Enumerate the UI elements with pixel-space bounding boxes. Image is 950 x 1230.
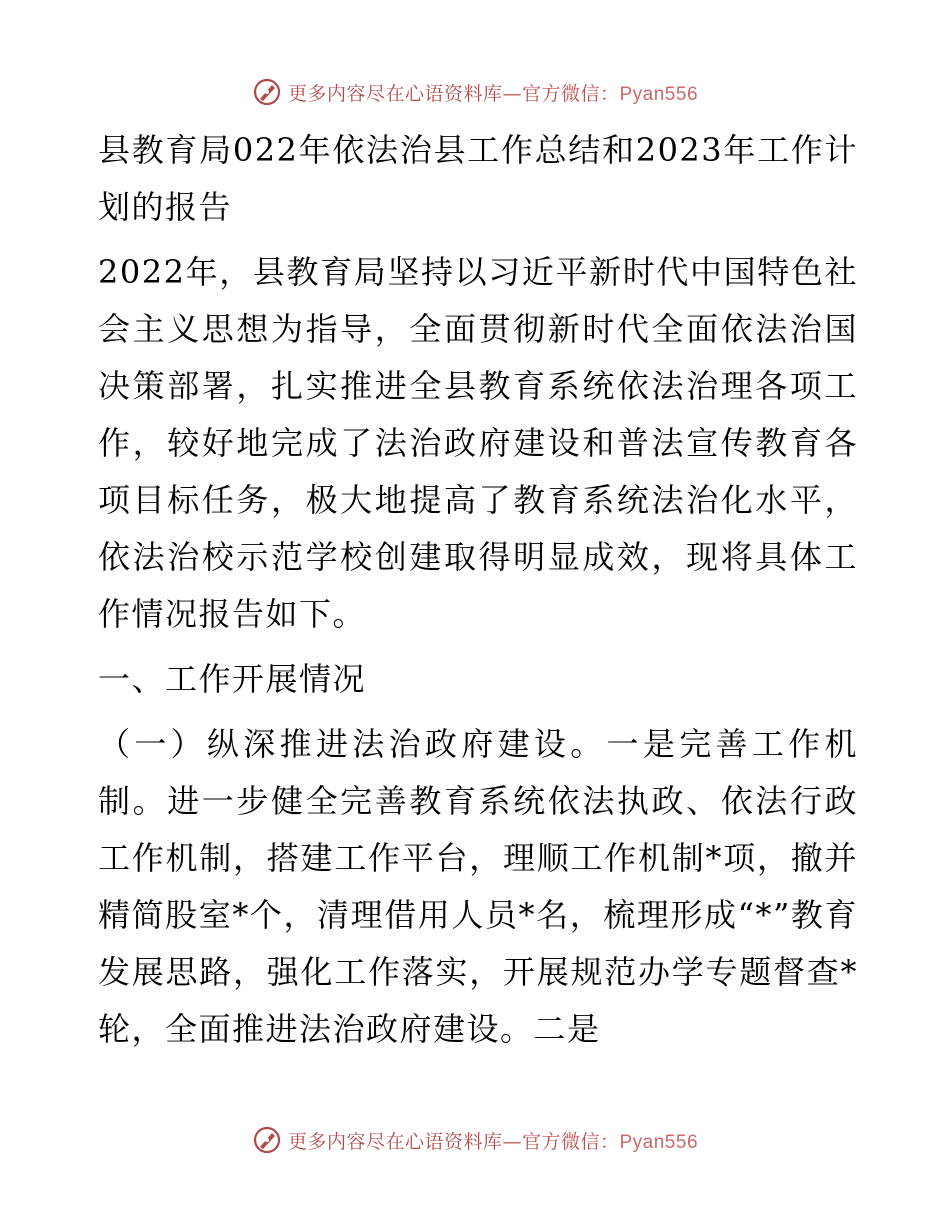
banner-dash: — — [502, 82, 522, 105]
banner-text — [288, 79, 698, 106]
pen-nib-logo-icon — [252, 1125, 282, 1155]
header-banner — [0, 72, 950, 112]
intro-paragraph: 2022年，县教育局坚持以习近平新时代中国特色社会主义思想为指导，全面贯彻新时代全面依法治国决策部署，扎实推进全县教育系统依法治理各项工作，较好地完成了法治政府建设和普法宣传教育各项目标任务，极大地提高了教育系统法治化水平，依法治校示范学校创建取得明显成效，现将具体工作情况报告如下。 — [98, 253, 858, 633]
document-title: 县教育局022年依法治县工作总结和2023年工作计划的报告 — [98, 131, 858, 226]
subsection-paragraph: （一）纵深推进法治政府建设。一是完善工作机制。进一步健全完善教育系统依法执政、依法行政工作机制，搭建工作平台，理顺工作机制*项，撤并精简股室*个，清理借用人员*名，梳理形成“*”教育发展思路，强化工作落实，开展规范办学专题督查*轮，全面推进法治政府建设。二是 — [98, 725, 858, 1048]
banner-account: Pyan556 — [619, 83, 699, 105]
banner-account: Pyan556 — [619, 1131, 699, 1153]
banner-dash: — — [502, 1130, 522, 1153]
section-heading: 一、工作开展情况 — [98, 660, 367, 698]
banner-main-text: 更多内容尽在心语资料库 — [287, 82, 503, 105]
document-body — [98, 122, 858, 1058]
banner-main-text: 更多内容尽在心语资料库 — [287, 1130, 503, 1153]
banner-sub-text: 官方微信： — [521, 1130, 620, 1153]
banner-text — [288, 1127, 698, 1154]
pen-nib-logo-icon — [252, 77, 282, 107]
footer-banner — [0, 1120, 950, 1160]
banner-sub-text: 官方微信： — [521, 82, 620, 105]
